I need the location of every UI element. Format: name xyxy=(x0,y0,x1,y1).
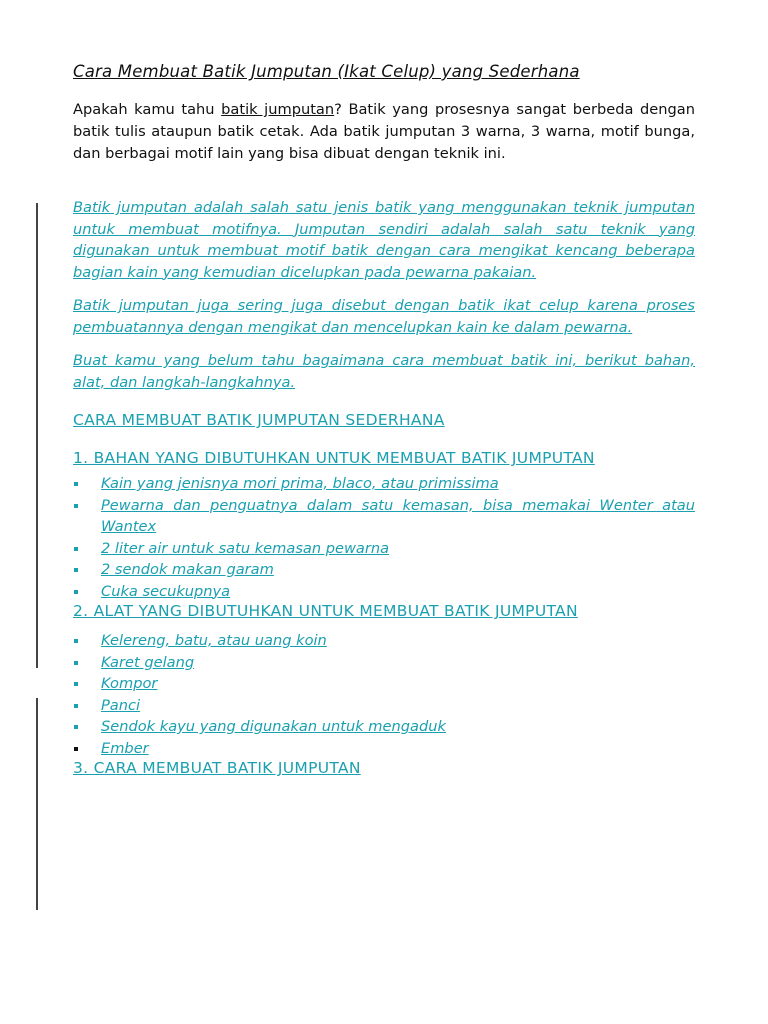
intro-text-after: ? Batik yang prosesnya sangat berbeda dengan batik tulis ataupun batik cetak. Ada batik jumputan 3 warna, 3 warna, motif bunga, dan berbagai motif lain yang bisa dibuat dengan teknik ini. xyxy=(73,101,695,162)
bullet-icon xyxy=(74,725,78,729)
paragraph-intro-steps[interactable]: Buat kamu yang belum tahu bagaimana cara membuat batik ini, berikut bahan, alat, dan langkah-langkahnya. xyxy=(73,352,695,391)
materials-list xyxy=(73,473,695,602)
list-item[interactable]: 2 liter air untuk satu kemasan pewarna xyxy=(73,538,695,560)
list-item[interactable]: Kain yang jenisnya mori prima, blaco, atau primissima xyxy=(73,473,695,495)
paragraph-definition[interactable]: Batik jumputan adalah salah satu jenis batik yang menggunakan teknik jumputan untuk membuat motifnya. Jumputan sendiri adalah salah satu teknik yang digunakan untuk membuat motif batik dengan cara mengikat kencang beberapa bagian kain yang kemudian dicelupkan pada pewarna pakaian. xyxy=(73,199,695,281)
list-item[interactable]: 2 sendok makan garam xyxy=(73,559,695,581)
bullet-icon xyxy=(74,590,78,594)
intro-keyword-link[interactable]: batik jumputan xyxy=(221,101,335,118)
margin-bar-bottom xyxy=(36,698,38,910)
tools-list xyxy=(73,630,695,759)
list-item[interactable]: Sendok kayu yang digunakan untuk mengaduk xyxy=(73,716,695,738)
main-heading[interactable]: CARA MEMBUAT BATIK JUMPUTAN SEDERHANA xyxy=(73,411,445,429)
bullet-icon xyxy=(74,704,78,708)
list-item[interactable]: Pewarna dan penguatnya dalam satu kemasan, bisa memakai Wenter atau Wantex xyxy=(73,495,695,538)
bullet-icon xyxy=(74,661,78,665)
bullet-icon xyxy=(74,504,78,508)
list-item[interactable]: Panci xyxy=(73,695,695,717)
bullet-icon xyxy=(74,547,78,551)
bullet-icon xyxy=(74,482,78,486)
list-item[interactable]: Karet gelang xyxy=(73,652,695,674)
list-item[interactable]: Kompor xyxy=(73,673,695,695)
section1-heading[interactable]: 1. BAHAN YANG DIBUTUHKAN UNTUK MEMBUAT BATIK JUMPUTAN xyxy=(73,449,595,467)
intro-paragraph xyxy=(73,99,695,165)
margin-bar-top xyxy=(36,203,38,668)
bullet-icon xyxy=(74,568,78,572)
list-item[interactable]: Ember xyxy=(73,738,695,760)
section3-heading[interactable]: 3. CARA MEMBUAT BATIK JUMPUTAN xyxy=(73,759,361,777)
paragraph-ikat-celup[interactable]: Batik jumputan juga sering juga disebut dengan batik ikat celup karena proses pembuatannya dengan mengikat dan mencelupkan kain ke dalam pewarna. xyxy=(73,297,695,336)
bullet-icon xyxy=(74,747,78,751)
document-title: Cara Membuat Batik Jumputan (Ikat Celup) yang Sederhana xyxy=(73,62,580,81)
intro-text-before: Apakah kamu tahu xyxy=(73,101,222,118)
document-page xyxy=(73,62,695,797)
list-item[interactable]: Kelereng, batu, atau uang koin xyxy=(73,630,695,652)
list-item[interactable]: Cuka secukupnya xyxy=(73,581,695,603)
section2-heading[interactable]: 2. ALAT YANG DIBUTUHKAN UNTUK MEMBUAT BATIK JUMPUTAN xyxy=(73,602,578,620)
bullet-icon xyxy=(74,682,78,686)
bullet-icon xyxy=(74,639,78,643)
